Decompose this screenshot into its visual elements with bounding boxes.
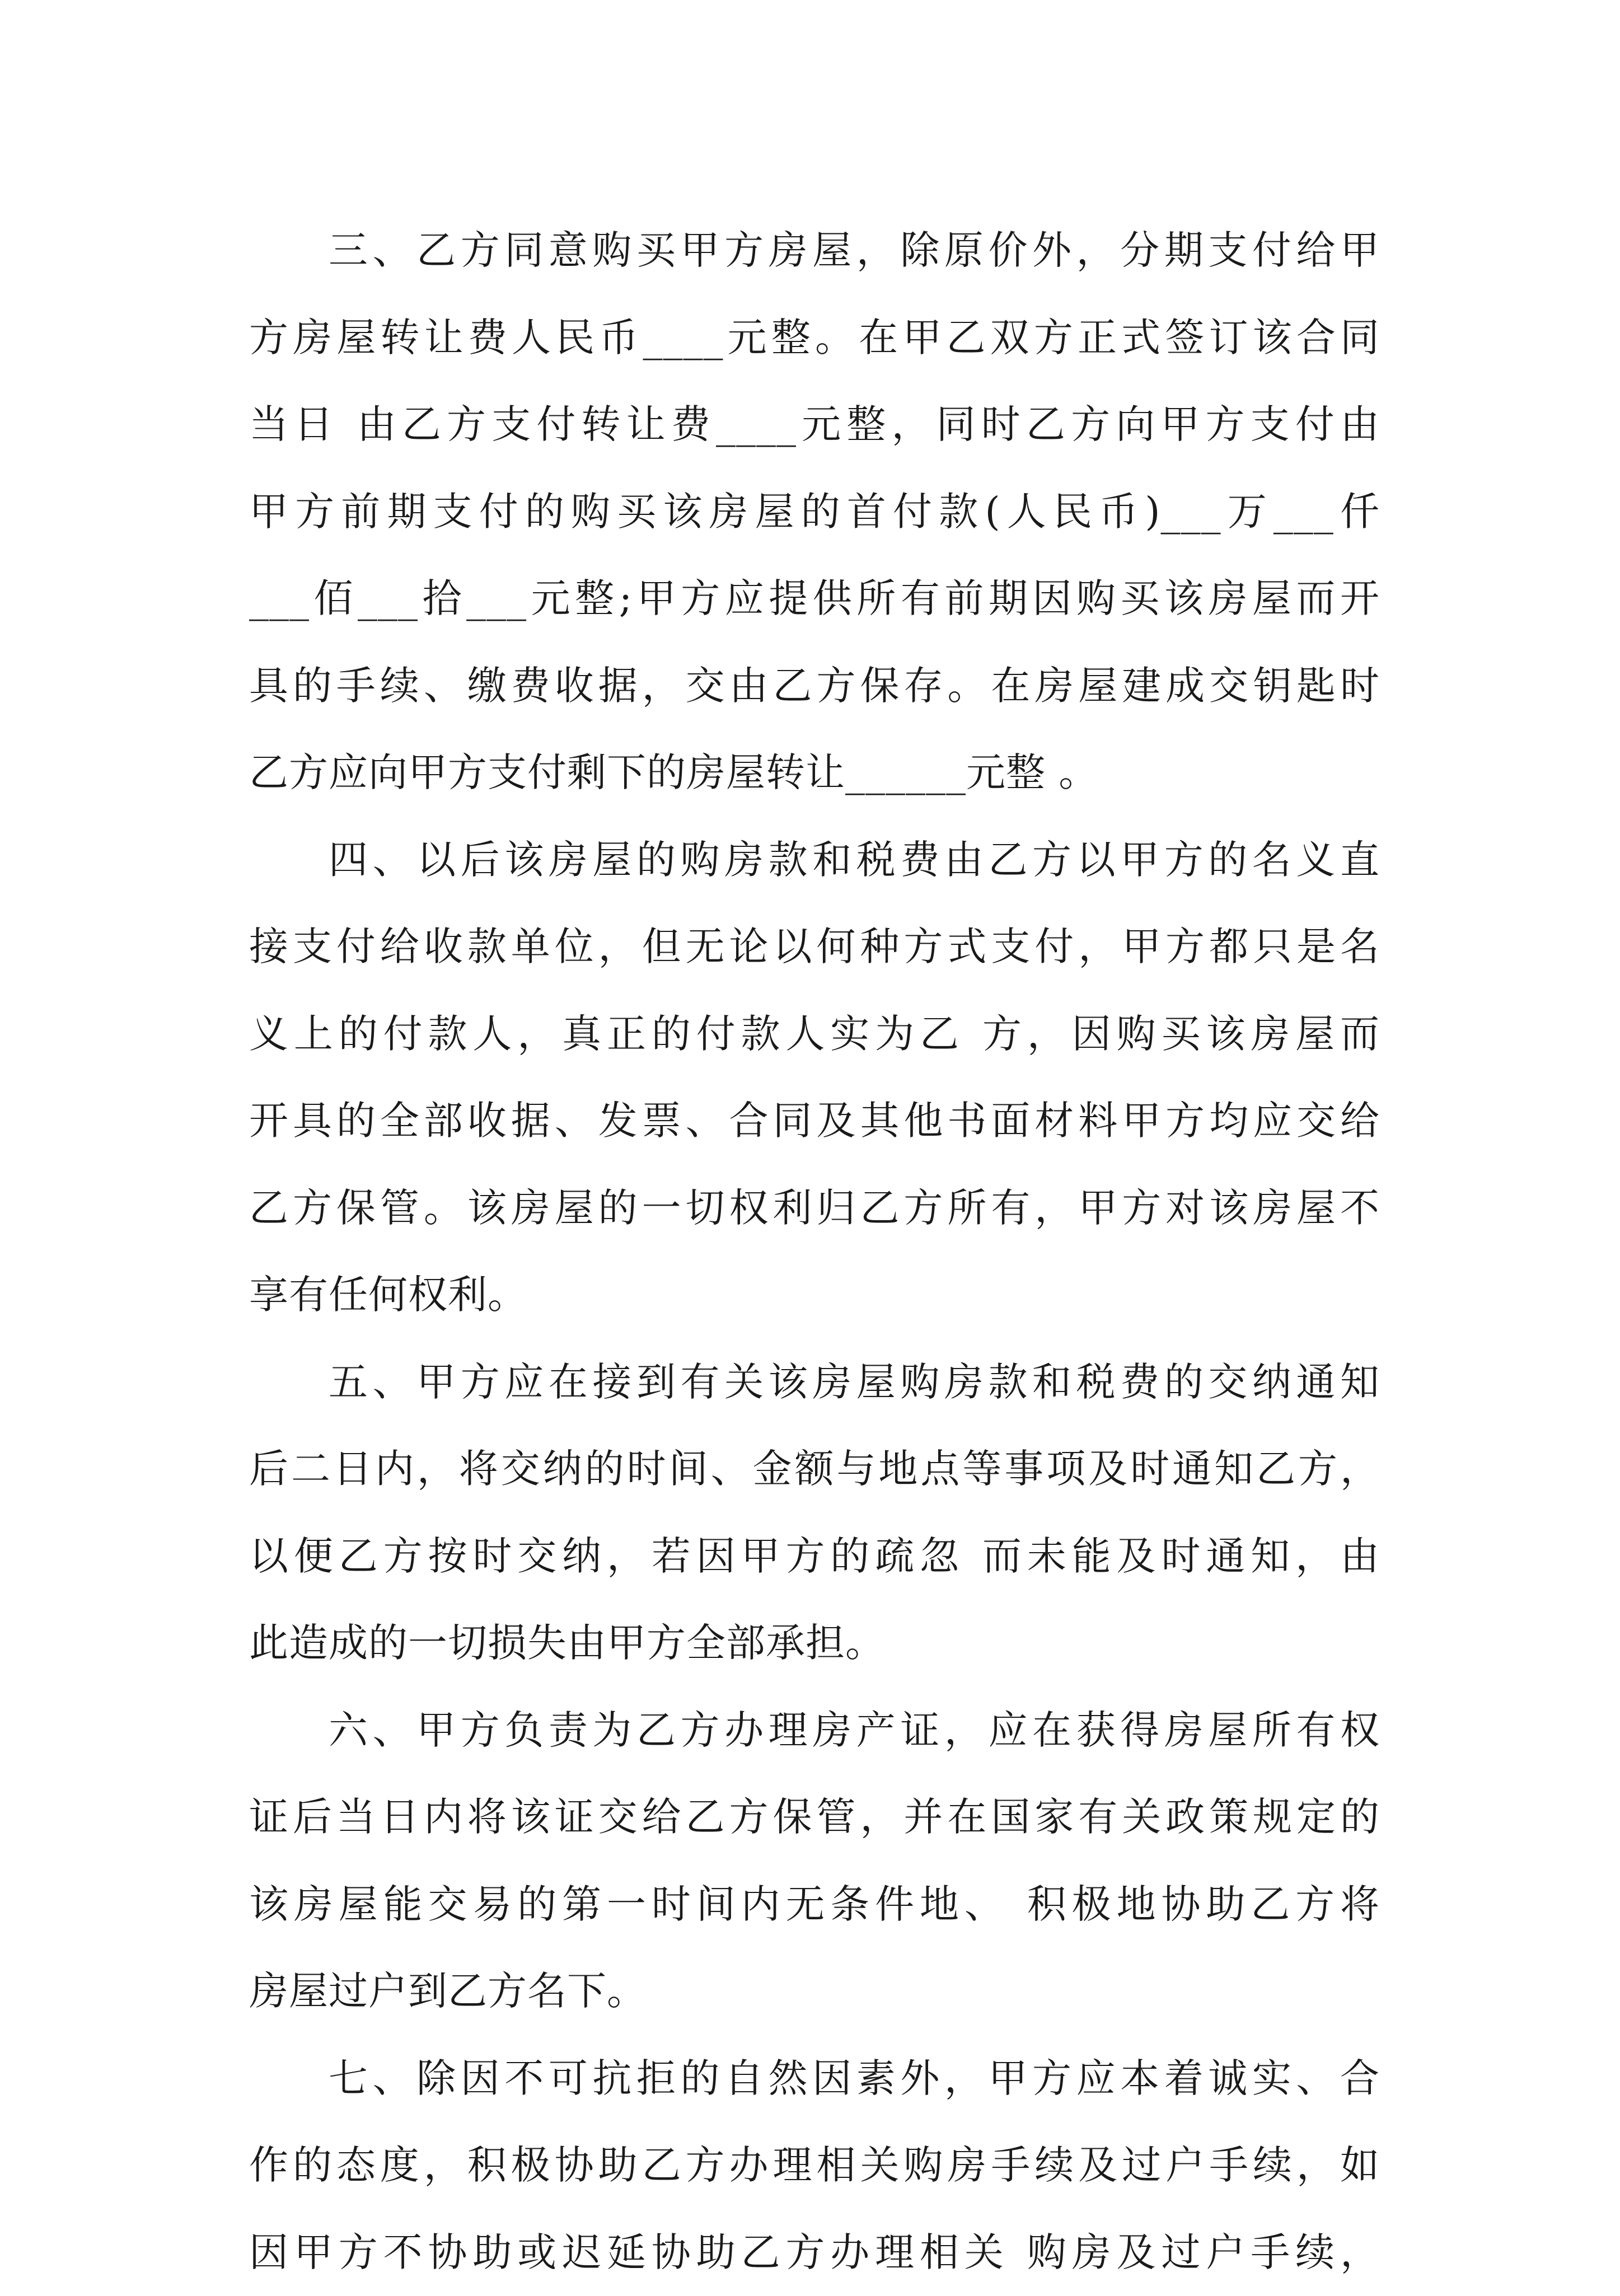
text-line: 六、甲方负责为乙方办理房产证，应在获得房屋所有权 xyxy=(249,1687,1380,1774)
text-line: 开具的全部收据、发票、合同及其他书面材料甲方均应交给 xyxy=(249,1077,1380,1165)
text-line: 七、除因不可抗拒的自然因素外，甲方应本着诚实、合 xyxy=(249,2035,1380,2122)
text-line: 当日 由乙方支付转让费____元整，同时乙方向甲方支付由 xyxy=(249,381,1380,468)
text-line: 因甲方不协助或迟延协助乙方办理相关 购房及过户手续， xyxy=(249,2209,1380,2296)
text-line: 甲方前期支付的购买该房屋的首付款(人民币)___万___仟 xyxy=(249,468,1380,556)
text-line: 具的手续、缴费收据，交由乙方保存。在房屋建成交钥匙时 xyxy=(249,643,1380,730)
text-line: ___佰___拾___元整;甲方应提供所有前期因购买该房屋而开 xyxy=(249,555,1380,643)
text-line: 以便乙方按时交纳，若因甲方的疏忽 而未能及时通知，由 xyxy=(249,1513,1380,1600)
text-line: 作的态度，积极协助乙方办理相关购房手续及过户手续，如 xyxy=(249,2122,1380,2209)
text-line: 义上的付款人，真正的付款人实为乙 方，因购买该房屋而 xyxy=(249,991,1380,1078)
text-line: 三、乙方同意购买甲方房屋，除原价外，分期支付给甲 xyxy=(249,207,1380,294)
text-line: 证后当日内将该证交给乙方保管，并在国家有关政策规定的 xyxy=(249,1774,1380,1861)
text-line: 方房屋转让费人民币____元整。在甲乙双方正式签订该合同 xyxy=(249,294,1380,382)
text-line: 乙方保管。该房屋的一切权利归乙方所有，甲方对该房屋不 xyxy=(249,1165,1380,1252)
text-line: 四、以后该房屋的购房款和税费由乙方以甲方的名义直 xyxy=(249,817,1380,904)
text-line: 此造成的一切损失由甲方全部承担。 xyxy=(249,1600,1380,1687)
text-line: 接支付给收款单位，但无论以何种方式支付，甲方都只是名 xyxy=(249,903,1380,991)
document-body xyxy=(249,207,1380,2296)
text-line: 该房屋能交易的第一时间内无条件地、 积极地协助乙方将 xyxy=(249,1861,1380,1948)
text-line: 享有任何权利。 xyxy=(249,1252,1380,1339)
text-line: 后二日内，将交纳的时间、金额与地点等事项及时通知乙方， xyxy=(249,1426,1380,1513)
text-line: 乙方应向甲方支付剩下的房屋转让______元整 。 xyxy=(249,729,1380,817)
text-line: 五、甲方应在接到有关该房屋购房款和税费的交纳通知 xyxy=(249,1339,1380,1426)
text-line: 房屋过户到乙方名下。 xyxy=(249,1948,1380,2035)
